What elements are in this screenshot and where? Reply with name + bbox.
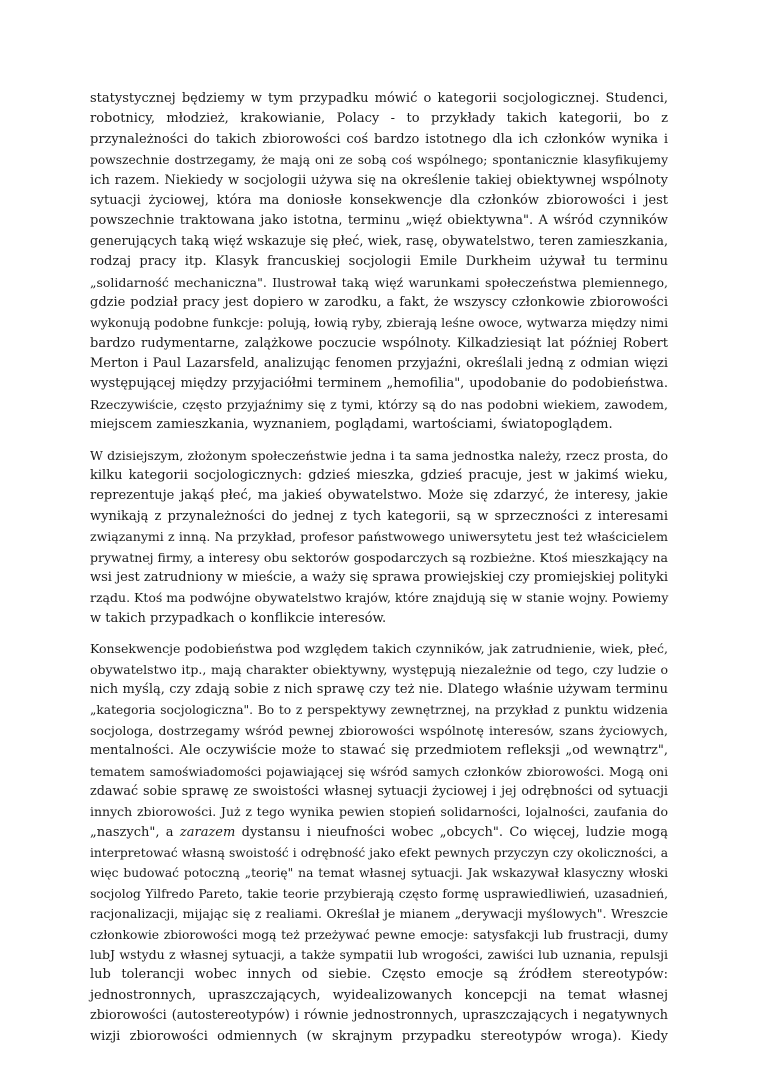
text-line: wykonują podobne funkcje: polują, łowią ryby, zbierają leśne owoce, wytwarza między nimi xyxy=(90,315,669,331)
text-line: mentalności. Ale oczywiście może to stawać się przedmiotem refleksji „od wewnątrz", xyxy=(90,743,668,759)
document-body xyxy=(90,89,668,1057)
text-line: kilku kategorii socjologicznych: gdzieś mieszka, gdzieś pracuje, jest w jakimś wieku, xyxy=(90,468,668,484)
text-line: jednostronnych, upraszczających, wyidealizowanych koncepcji na temat własnej xyxy=(90,987,668,1003)
text-line: występującej między przyjaciółmi terminem „hemofilia", upodobanie do podobieństwa. xyxy=(90,376,668,392)
text-line: Rzeczywiście, często przyjaźnimy się z tymi, którzy są do nas podobni wiekiem, zawodem, xyxy=(90,396,668,412)
text-line: w takich przypadkach o konflikcie interesów. xyxy=(90,610,387,626)
text-line: „solidarność mechaniczna". Ilustrował taką więź warunkami społeczeństwa plemiennego, xyxy=(90,274,668,290)
text-line: miejscem zamieszkania, wyznaniem, poglądami, wartościami, światopoglądem. xyxy=(90,417,613,433)
text-line: związanymi z inną. Na przykład, profesor państwowego uniwersytetu jest też właścicielem xyxy=(90,529,668,545)
text-line: racjonalizacji, mijając się z realiami. Określał je mianem „derywacji myślowych". Wreszcie xyxy=(90,906,668,922)
text-line: obywatelstwo itp., mają charakter obiektywny, występują niezależnie od tego, czy ludzie o xyxy=(90,661,668,677)
text-line: „kategoria socjologiczna". Bo to z perspektywy zewnętrznej, na przykład z punktu widzenia xyxy=(90,703,668,718)
text-line: powszechnie dostrzegamy, że mają oni ze sobą coś wspólnego; spontanicznie klasyfikujemy xyxy=(90,153,668,168)
paragraph-3 xyxy=(90,639,668,1047)
text-line: lubJ wstydu z własnej sytuacji, a także sympatii lub wrogości, zawiści lub uznania, repulsji xyxy=(90,947,668,963)
text-line: nich myślą, czy zdają sobie z nich sprawę czy też nie. Dlatego właśnie używam terminu xyxy=(90,681,668,697)
text-line: zbiorowości (autostereotypów) i równie jednostronnych, upraszczających i negatywnych xyxy=(90,1008,668,1024)
text-line: sytuacji życiowej, która ma doniosłe konsekwencje dla członków zbiorowości i jest xyxy=(90,192,668,208)
text-line: tematem samoświadomości pojawiającej się wśród samych członków zbiorowości. Mogą oni xyxy=(90,764,668,779)
text-line: powszechnie traktowana jako istotna, terminu „więź obiektywna". A wśród czynników xyxy=(90,213,668,229)
text-line: wizji zbiorowości odmiennych (w skrajnym przypadku stereotypów wroga). Kiedy xyxy=(90,1028,668,1044)
text-line: „naszych", a zarazem dystansu i nieufności wobec „obcych". Co więcej, ludzie mogą xyxy=(90,824,668,840)
text-line: Merton i Paul Lazarsfeld, analizując fenomen przyjaźni, określali jedną z odmian więzi xyxy=(90,356,668,372)
paragraph-1 xyxy=(90,89,668,436)
text-line: prywatnej firmy, a interesy obu sektorów gospodarczych są rozbieżne. Ktoś mieszkający na xyxy=(90,549,668,565)
text-line: gdzie podział pracy jest dopiero w zarodku, a fakt, że wszyscy członkowie zbiorowości xyxy=(90,294,668,310)
text-line: robotnicy, młodzież, krakowianie, Polacy - to przykłady takich kategorii, bo z xyxy=(90,111,668,127)
text-line: Konsekwencje podobieństwa pod względem takich czynników, jak zatrudnienie, wiek, płeć, xyxy=(90,641,668,657)
text-line: rodzaj pracy itp. Klasyk francuskiej socjologii Emile Durkheim używał tu terminu xyxy=(90,254,668,270)
text-line: lub tolerancji wobec innych od siebie. Często emocje są źródłem stereotypów: xyxy=(90,967,668,983)
text-line: zdawać sobie sprawę ze swoistości własnej sytuacji życiowej i jej odrębności od sytuacji xyxy=(90,783,668,799)
text-line: bardzo rudymentarne, zalążkowe poczucie wspólnoty. Kilkadziesiąt lat później Robert xyxy=(90,335,668,351)
text-line: reprezentuje jakąś płeć, ma jakieś obywatelstwo. Może się zdarzyć, że interesy, jakie xyxy=(90,488,668,504)
text-line: statystycznej będziemy w tym przypadku mówić o kategorii socjologicznej. Studenci, xyxy=(90,91,668,106)
text-line: więc budować potoczną „teorię" na temat własnej sytuacji. Jak wskazywał klasyczny włoski xyxy=(90,866,668,881)
text-line: generujących taką więź wskazuje się płeć, wiek, rasę, obywatelstwo, teren zamieszkania, xyxy=(90,233,668,249)
text-line: interpretować własną swoistość i odrębność jako efekt pewnych przyczyn czy okoliczności, a xyxy=(90,846,668,861)
text-line: socjologa, dostrzegamy wśród pewnej zbiorowości wspólnotę interesów, szans życiowych, xyxy=(90,722,668,738)
text-line: socjolog Yilfredo Pareto, takie teorie przybierają często formę usprawiedliwień, uzasadnień, xyxy=(90,886,668,901)
text-line: wsi jest zatrudniony w mieście, a waży się sprawa prowiejskiej czy promiejskiej polityki xyxy=(90,569,668,585)
text-line: wynikają z przynależności do jednej z tych kategorii, są w sprzeczności z interesami xyxy=(90,508,668,524)
text-line: innych zbiorowości. Już z tego wynika pewien stopień solidarności, lojalności, zaufania do xyxy=(90,804,668,820)
text-line: członkowie zbiorowości mogą też przeżywać pewne emocje: satysfakcji lub frustracji, dumy xyxy=(90,927,668,942)
paragraph-2 xyxy=(90,446,668,630)
text-line: W dzisiejszym, złożonym społeczeństwie jedna i ta sama jednostka należy, rzecz prosta, do xyxy=(90,447,668,463)
text-line: rządu. Ktoś ma podwójne obywatelstwo krajów, które znajdują się w stanie wojny. Powiemy xyxy=(90,590,669,606)
text-line: ich razem. Niekiedy w socjologii używa się na określenie takiej obiektywnej wspólnoty xyxy=(90,172,668,188)
text-line: przynależności do takich zbiorowości coś bardzo istotnego dla ich członków wynika i xyxy=(90,131,668,147)
